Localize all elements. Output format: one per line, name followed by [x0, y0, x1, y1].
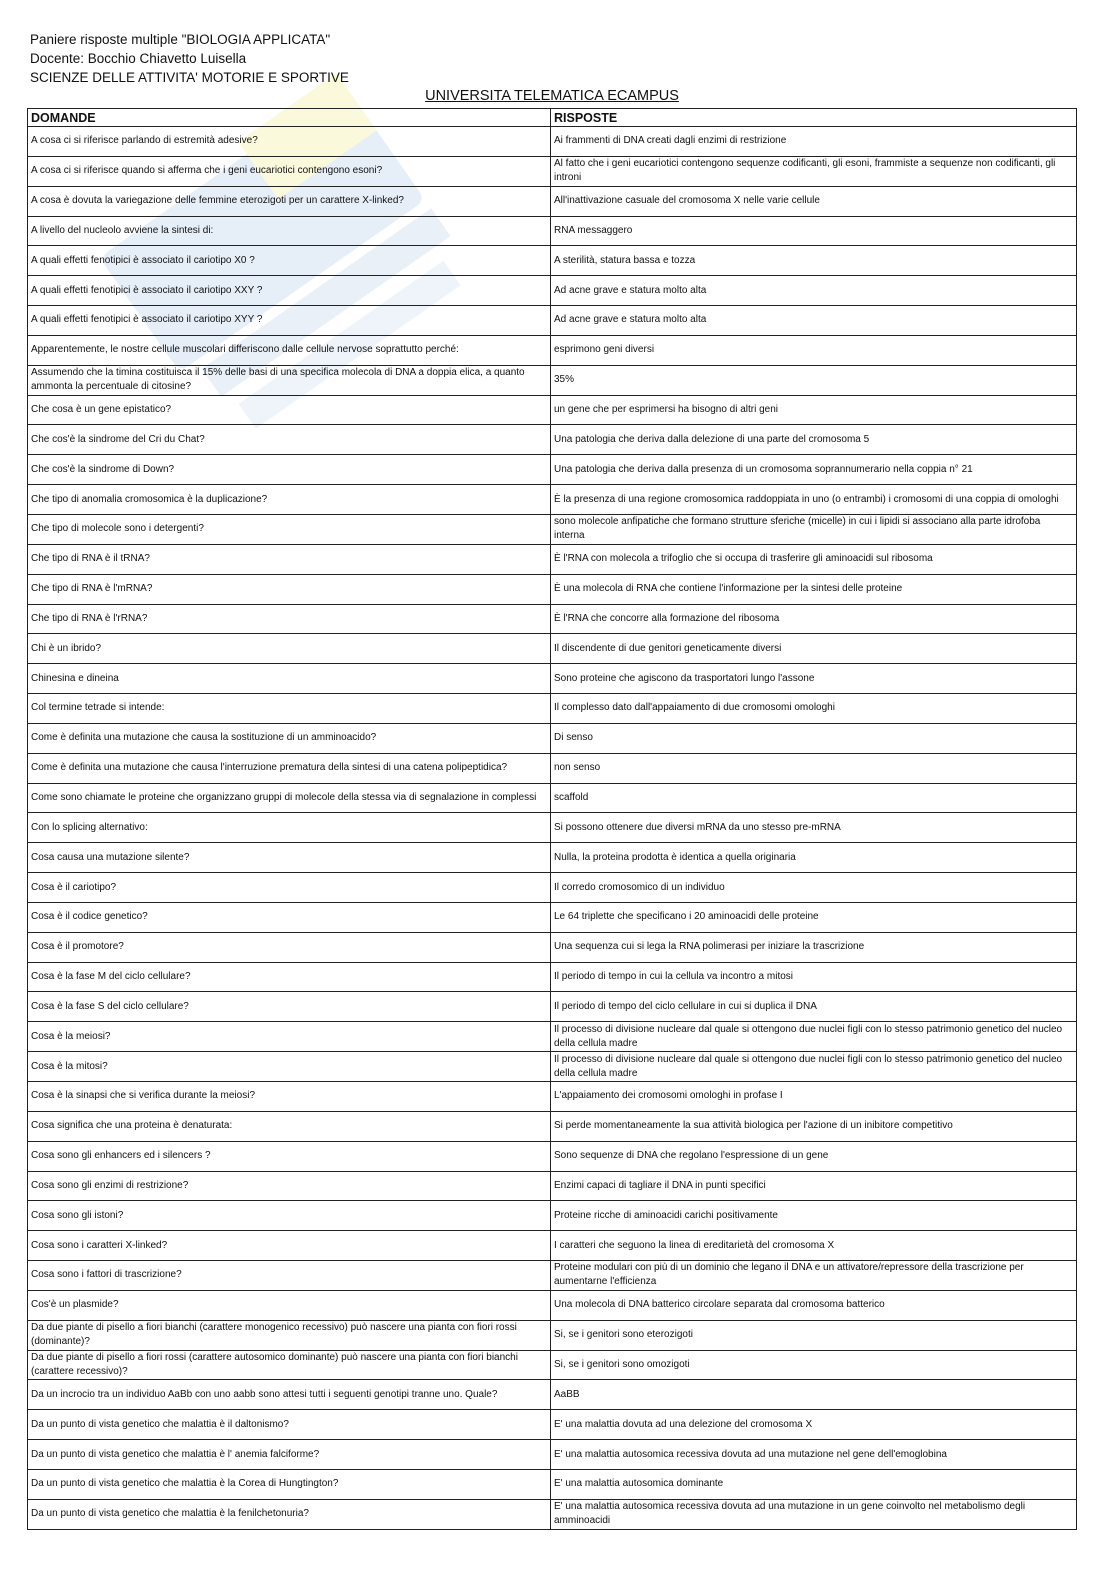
- question-cell: Cosa è la fase S del ciclo cellulare?: [28, 992, 551, 1022]
- answer-cell: I caratteri che seguono la linea di ereditarietà del cromosoma X: [551, 1231, 1077, 1261]
- table-row: [28, 425, 1077, 455]
- table-row: [28, 574, 1077, 604]
- question-cell: Che tipo di RNA è il tRNA?: [28, 544, 551, 574]
- answer-cell: Il complesso dato dall'appaiamento di due cromosomi omologhi: [551, 694, 1077, 724]
- question-cell: Cosa sono i fattori di trascrizione?: [28, 1261, 551, 1291]
- answer-cell: RNA messaggero: [551, 216, 1077, 246]
- question-cell: Cosa è la fase M del ciclo cellulare?: [28, 962, 551, 992]
- question-cell: Come è definita una mutazione che causa la sostituzione di un amminoacido?: [28, 723, 551, 753]
- question-cell: Col termine tetrade si intende:: [28, 694, 551, 724]
- qa-table: [27, 108, 1077, 1530]
- table-row: [28, 932, 1077, 962]
- answer-cell: un gene che per esprimersi ha bisogno di altri geni: [551, 395, 1077, 425]
- question-cell: A livello del nucleolo avviene la sintesi di:: [28, 216, 551, 246]
- table-header-row: [28, 109, 1077, 127]
- table-row: [28, 1082, 1077, 1112]
- question-cell: Che cos'è la sindrome del Cri du Chat?: [28, 425, 551, 455]
- table-row: [28, 1231, 1077, 1261]
- answer-cell: Ad acne grave e statura molto alta: [551, 306, 1077, 336]
- question-cell: Cosa sono gli enhancers ed i silencers ?: [28, 1141, 551, 1171]
- question-cell: Apparentemente, le nostre cellule muscolari differiscono dalle cellule nervose soprattutto perché:: [28, 335, 551, 365]
- answer-cell: esprimono geni diversi: [551, 335, 1077, 365]
- table-row: [28, 873, 1077, 903]
- question-cell: Cosa è il promotore?: [28, 932, 551, 962]
- question-cell: Cosa è la meiosi?: [28, 1022, 551, 1052]
- question-cell: Cosa sono i caratteri X-linked?: [28, 1231, 551, 1261]
- table-row: [28, 1410, 1077, 1440]
- answer-cell: Sono proteine che agiscono da trasportatori lungo l'assone: [551, 664, 1077, 694]
- answer-cell: Una molecola di DNA batterico circolare separata dal cromosoma batterico: [551, 1290, 1077, 1320]
- table-row: [28, 1171, 1077, 1201]
- table-row: [28, 1201, 1077, 1231]
- question-cell: Che cosa è un gene epistatico?: [28, 395, 551, 425]
- table-row: [28, 395, 1077, 425]
- table-row: [28, 694, 1077, 724]
- table-row: [28, 723, 1077, 753]
- answer-cell: Il processo di divisione nucleare dal quale si ottengono due nuclei figli con lo stesso patrimonio genetico del nucleo della cellula madre: [551, 1022, 1077, 1052]
- answer-cell: Una patologia che deriva dalla delezione di una parte del cromosoma 5: [551, 425, 1077, 455]
- table-row: [28, 544, 1077, 574]
- answer-cell: Proteine modulari con più di un dominio che legano il DNA e un attivatore/repressore della trascrizione per aumentarne l'efficienza: [551, 1261, 1077, 1291]
- table-row: [28, 1111, 1077, 1141]
- answer-cell: Il periodo di tempo in cui la cellula va incontro a mitosi: [551, 962, 1077, 992]
- table-row: [28, 335, 1077, 365]
- answer-cell: Si perde momentaneamente la sua attività biologica per l'azione di un inibitore competitivo: [551, 1111, 1077, 1141]
- table-row: [28, 455, 1077, 485]
- question-cell: Cosa è il cariotipo?: [28, 873, 551, 903]
- question-cell: Che tipo di RNA è l'rRNA?: [28, 604, 551, 634]
- question-cell: Come è definita una mutazione che causa l'interruzione prematura della sintesi di una catena polipeptidica?: [28, 753, 551, 783]
- question-cell: Da due piante di pisello a fiori rossi (carattere autosomico dominante) può nascere una pianta con fiori bianchi (carattere recessivo)?: [28, 1350, 551, 1380]
- answer-cell: È l'RNA con molecola a trifoglio che si occupa di trasferire gli aminoacidi sul ribosoma: [551, 544, 1077, 574]
- table-row: [28, 127, 1077, 157]
- table-row: [28, 306, 1077, 336]
- table-row: [28, 246, 1077, 276]
- table-row: [28, 485, 1077, 515]
- question-cell: Da un punto di vista genetico che malattia è il daltonismo?: [28, 1410, 551, 1440]
- qa-table-body: [28, 127, 1077, 1530]
- question-cell: Chinesina e dineina: [28, 664, 551, 694]
- question-cell: A quali effetti fenotipici è associato il cariotipo XYY ?: [28, 306, 551, 336]
- table-row: [28, 1052, 1077, 1082]
- answer-cell: Il discendente di due genitori geneticamente diversi: [551, 634, 1077, 664]
- question-cell: Che tipo di anomalia cromosomica è la duplicazione?: [28, 485, 551, 515]
- answer-cell: Le 64 triplette che specificano i 20 aminoacidi delle proteine: [551, 902, 1077, 932]
- header-course: SCIENZE DELLE ATTIVITA' MOTORIE E SPORTIVE: [30, 70, 349, 85]
- question-cell: Cosa è il codice genetico?: [28, 902, 551, 932]
- table-row: [28, 664, 1077, 694]
- answer-cell: Sono sequenze di DNA che regolano l'espressione di un gene: [551, 1141, 1077, 1171]
- question-cell: A quali effetti fenotipici è associato il cariotipo X0 ?: [28, 246, 551, 276]
- answer-cell: non senso: [551, 753, 1077, 783]
- answer-cell: Ad acne grave e statura molto alta: [551, 276, 1077, 306]
- question-cell: Cosa significa che una proteina è denaturata:: [28, 1111, 551, 1141]
- question-cell: Come sono chiamate le proteine che organizzano gruppi di molecole della stessa via di segnalazione in complessi: [28, 783, 551, 813]
- answer-cell: Si possono ottenere due diversi mRNA da uno stesso pre-mRNA: [551, 813, 1077, 843]
- question-cell: Cos'è un plasmide?: [28, 1290, 551, 1320]
- answer-cell: Enzimi capaci di tagliare il DNA in punti specifici: [551, 1171, 1077, 1201]
- answer-cell: AaBB: [551, 1380, 1077, 1410]
- question-cell: Che tipo di molecole sono i detergenti?: [28, 514, 551, 544]
- answer-cell: L'appaiamento dei cromosomi omologhi in profase I: [551, 1082, 1077, 1112]
- question-cell: A cosa ci si riferisce parlando di estremità adesive?: [28, 127, 551, 157]
- answer-cell: Una patologia che deriva dalla presenza di un cromosoma soprannumerario nella coppia n° 21: [551, 455, 1077, 485]
- university-title: UNIVERSITA TELEMATICA ECAMPUS: [425, 88, 679, 104]
- answer-cell: Ai frammenti di DNA creati dagli enzimi di restrizione: [551, 127, 1077, 157]
- question-cell: A cosa ci si riferisce quando si afferma che i geni eucariotici contengono esoni?: [28, 156, 551, 186]
- question-cell: Da un punto di vista genetico che malattia è la Corea di Hungtington?: [28, 1469, 551, 1499]
- answer-cell: Una sequenza cui si lega la RNA polimerasi per iniziare la trascrizione: [551, 932, 1077, 962]
- answer-cell: A sterilità, statura bassa e tozza: [551, 246, 1077, 276]
- question-cell: Da un incrocio tra un individuo AaBb con uno aabb sono attesi tutti i seguenti genotipi tranne uno. Quale?: [28, 1380, 551, 1410]
- question-cell: Con lo splicing alternativo:: [28, 813, 551, 843]
- table-row: [28, 1380, 1077, 1410]
- question-cell: Da due piante di pisello a fiori bianchi (carattere monogenico recessivo) può nascere una pianta con fiori rossi (dominante)?: [28, 1320, 551, 1350]
- table-row: [28, 276, 1077, 306]
- question-cell: A quali effetti fenotipici è associato il cariotipo XXY ?: [28, 276, 551, 306]
- table-row: [28, 1022, 1077, 1052]
- table-row: [28, 783, 1077, 813]
- table-row: [28, 1141, 1077, 1171]
- answer-cell: Al fatto che i geni eucariotici contengono sequenze codificanti, gli esoni, frammiste a sequenze non codificanti, gli introni: [551, 156, 1077, 186]
- document-header: [30, 30, 349, 87]
- answer-cell: Nulla, la proteina prodotta è identica a quella originaria: [551, 843, 1077, 873]
- table-row: [28, 992, 1077, 1022]
- table-row: [28, 1469, 1077, 1499]
- table-row: [28, 604, 1077, 634]
- table-row: [28, 365, 1077, 395]
- question-cell: Assumendo che la timina costituisca il 15% delle basi di una specifica molecola di DNA a doppia elica, a quanto ammonta la percentuale di citosine?: [28, 365, 551, 395]
- answer-cell: All'inattivazione casuale del cromosoma X nelle varie cellule: [551, 186, 1077, 216]
- table-row: [28, 902, 1077, 932]
- table-row: [28, 1350, 1077, 1380]
- answer-cell: 35%: [551, 365, 1077, 395]
- question-cell: Cosa è la sinapsi che si verifica durante la meiosi?: [28, 1082, 551, 1112]
- question-cell: A cosa è dovuta la variegazione delle femmine eterozigoti per un carattere X-linked?: [28, 186, 551, 216]
- table-row: [28, 634, 1077, 664]
- question-cell: Chi è un ibrido?: [28, 634, 551, 664]
- question-cell: Che cos'è la sindrome di Down?: [28, 455, 551, 485]
- header-title: Paniere risposte multiple "BIOLOGIA APPLICATA": [30, 32, 331, 47]
- question-cell: Da un punto di vista genetico che malattia è la fenilchetonuria?: [28, 1499, 551, 1529]
- question-cell: Cosa sono gli enzimi di restrizione?: [28, 1171, 551, 1201]
- table-row: [28, 813, 1077, 843]
- table-row: [28, 962, 1077, 992]
- table-row: [28, 843, 1077, 873]
- answer-cell: E' una malattia autosomica dominante: [551, 1469, 1077, 1499]
- table-row: [28, 1261, 1077, 1291]
- answer-cell: E' una malattia autosomica recessiva dovuta ad una mutazione nel gene dell'emoglobina: [551, 1440, 1077, 1470]
- table-row: [28, 753, 1077, 783]
- question-cell: Da un punto di vista genetico che malattia è l' anemia falciforme?: [28, 1440, 551, 1470]
- answer-cell: Il processo di divisione nucleare dal quale si ottengono due nuclei figli con lo stesso patrimonio genetico del nucleo della cellula madre: [551, 1052, 1077, 1082]
- table-row: [28, 156, 1077, 186]
- answer-cell: Il corredo cromosomico di un individuo: [551, 873, 1077, 903]
- table-row: [28, 1320, 1077, 1350]
- table-row: [28, 216, 1077, 246]
- answer-cell: È una molecola di RNA che contiene l'informazione per la sintesi delle proteine: [551, 574, 1077, 604]
- column-header-questions: DOMANDE: [28, 109, 551, 127]
- header-teacher: Docente: Bocchio Chiavetto Luisella: [30, 51, 247, 66]
- answer-cell: Si, se i genitori sono omozigoti: [551, 1350, 1077, 1380]
- question-cell: Cosa causa una mutazione silente?: [28, 843, 551, 873]
- answer-cell: Proteine ricche di aminoacidi carichi positivamente: [551, 1201, 1077, 1231]
- answer-cell: sono molecole anfipatiche che formano strutture sferiche (micelle) in cui i lipidi si associano alla parte idrofoba interna: [551, 514, 1077, 544]
- table-row: [28, 1499, 1077, 1529]
- answer-cell: Di senso: [551, 723, 1077, 753]
- table-row: [28, 186, 1077, 216]
- table-row: [28, 514, 1077, 544]
- question-cell: Che tipo di RNA è l'mRNA?: [28, 574, 551, 604]
- answer-cell: E' una malattia dovuta ad una delezione del cromosoma X: [551, 1410, 1077, 1440]
- question-cell: Cosa è la mitosi?: [28, 1052, 551, 1082]
- answer-cell: Si, se i genitori sono eterozigoti: [551, 1320, 1077, 1350]
- column-header-answers: RISPOSTE: [551, 109, 1077, 127]
- answer-cell: E' una malattia autosomica recessiva dovuta ad una mutazione in un gene coinvolto nel metabolismo degli amminoacidi: [551, 1499, 1077, 1529]
- table-row: [28, 1290, 1077, 1320]
- table-row: [28, 1440, 1077, 1470]
- question-cell: Cosa sono gli istoni?: [28, 1201, 551, 1231]
- answer-cell: È la presenza di una regione cromosomica raddoppiata in uno (o entrambi) i cromosomi di una coppia di omologhi: [551, 485, 1077, 515]
- answer-cell: È l'RNA che concorre alla formazione del ribosoma: [551, 604, 1077, 634]
- answer-cell: scaffold: [551, 783, 1077, 813]
- answer-cell: Il periodo di tempo del ciclo cellulare in cui si duplica il DNA: [551, 992, 1077, 1022]
